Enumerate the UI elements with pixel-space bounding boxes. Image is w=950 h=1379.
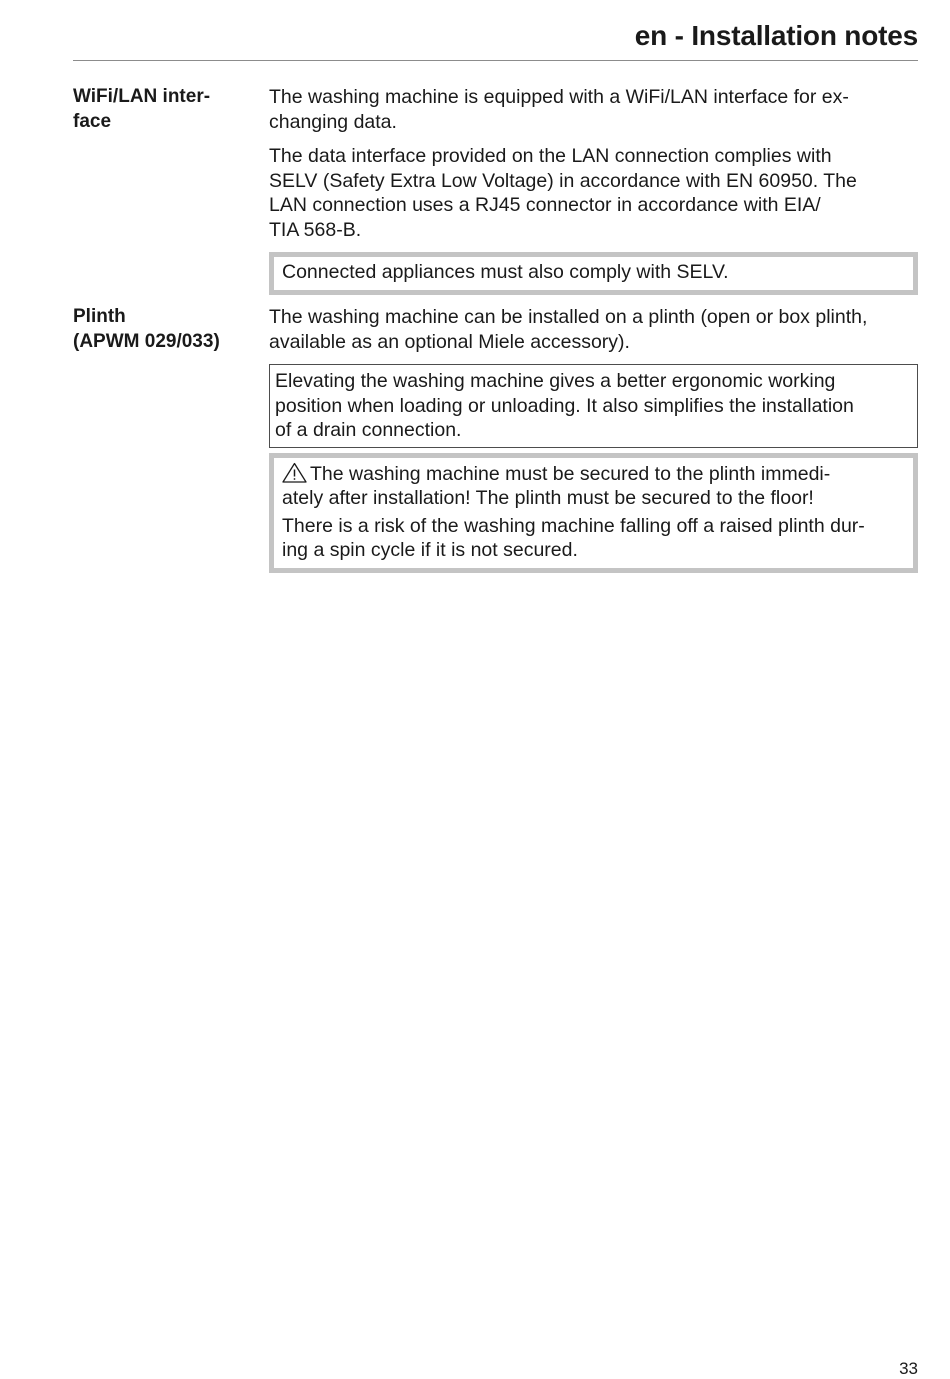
- warning-paragraph-risk: [282, 514, 905, 563]
- text-line: ately after installation! The plinth must be secured to the floor!: [282, 487, 814, 509]
- note-text: Connected appliances must also comply with SELV.: [282, 261, 729, 283]
- text-line: [282, 462, 905, 487]
- warning-paragraph-secure: [282, 462, 905, 511]
- text-line: changing data.: [269, 110, 397, 133]
- text-line: of a drain connection.: [275, 419, 462, 441]
- section-body-wifi-lan: [269, 85, 918, 295]
- text-line: ing a spin cycle if it is not secured.: [282, 539, 578, 561]
- text-line: SELV (Safety Extra Low Voltage) in accordance with EN 60950. The: [269, 169, 857, 192]
- text-line: There is a risk of the washing machine falling off a raised plinth dur-: [282, 514, 865, 537]
- text-line: TIA 568-B.: [269, 218, 362, 241]
- section-label-wifi-lan: WiFi/LAN inter- face: [73, 86, 211, 132]
- header-divider: [73, 60, 918, 61]
- section-label-plinth: Plinth (APWM 029/033): [73, 306, 220, 352]
- paragraph-wifi-intro: [269, 85, 918, 134]
- text-line: available as an optional Miele accessory).: [269, 330, 630, 353]
- text-line: The washing machine is equipped with a WiFi/LAN interface for ex-: [269, 86, 849, 108]
- page-title: en - Installation notes: [634, 20, 918, 51]
- text-line: position when loading or unloading. It also simplifies the installation: [275, 394, 854, 417]
- paragraph-plinth-intro: [269, 305, 918, 354]
- warning-text: The washing machine must be secured to the plinth immedi-: [310, 462, 831, 485]
- page-number: 33: [899, 1359, 918, 1378]
- text-line: The washing machine can be installed on a plinth (open or box plinth,: [269, 306, 868, 328]
- text-line: The data interface provided on the LAN connection complies with: [269, 145, 832, 167]
- info-box-ergonomic: [269, 364, 918, 448]
- paragraph-lan-selv: [269, 144, 918, 242]
- text-line: Elevating the washing machine gives a better ergonomic working: [275, 370, 836, 392]
- section-body-plinth: [269, 305, 918, 573]
- warning-box-secure-plinth: [269, 453, 918, 573]
- text-line: LAN connection uses a RJ45 connector in accordance with EIA/: [269, 194, 821, 216]
- warning-triangle-icon: [282, 462, 307, 483]
- note-box-selv: [269, 252, 918, 295]
